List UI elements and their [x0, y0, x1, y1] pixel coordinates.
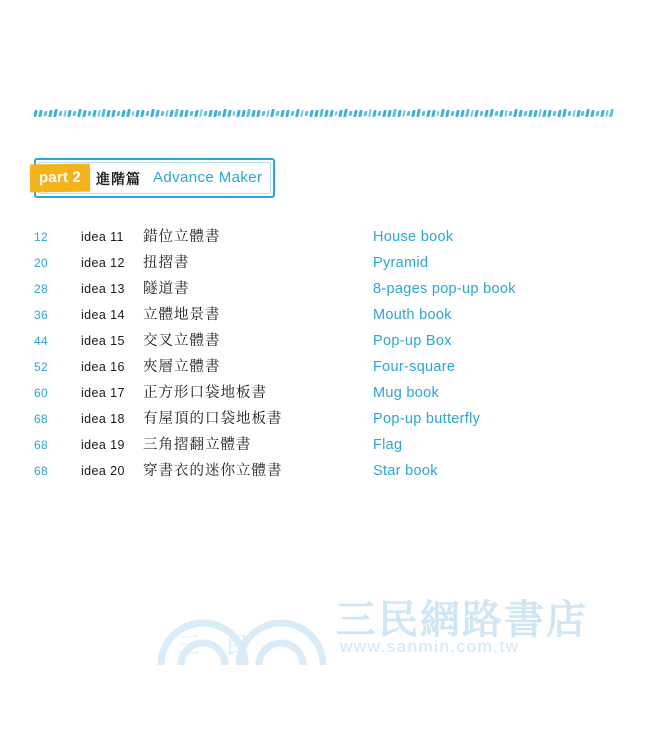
toc-page-number: 36: [34, 308, 48, 322]
toc-title-chinese: 扭摺書: [143, 255, 190, 271]
toc-title-english: Mouth book: [373, 307, 452, 323]
part-badge: part 2: [30, 164, 90, 193]
watermark-brand: 三民網路書店: [336, 598, 588, 642]
toc-row: [34, 433, 614, 459]
toc-row: [34, 381, 614, 407]
watermark-logo-text: 三民: [177, 632, 275, 658]
toc-idea-label: idea 14: [81, 308, 125, 322]
toc-title-english: Flag: [373, 437, 403, 453]
toc-title-chinese: 立體地景書: [143, 307, 221, 323]
toc-idea-label: idea 19: [81, 438, 125, 452]
toc-page-number: 60: [34, 386, 48, 400]
toc-title-chinese: 有屋頂的口袋地板書: [143, 411, 283, 427]
toc-title-chinese: 隧道書: [143, 281, 190, 297]
toc-idea-label: idea 17: [81, 386, 125, 400]
toc-row: [34, 251, 614, 277]
toc-title-english: Pyramid: [373, 255, 429, 271]
table-of-contents: [34, 225, 614, 485]
toc-page-number: 20: [34, 256, 48, 270]
toc-title-english: 8-pages pop-up book: [373, 281, 516, 297]
toc-row: [34, 407, 614, 433]
toc-idea-label: idea 11: [81, 230, 124, 244]
toc-title-english: Pop-up butterfly: [373, 411, 481, 427]
watermark: [151, 567, 588, 677]
toc-idea-label: idea 15: [81, 334, 125, 348]
toc-idea-label: idea 16: [81, 360, 125, 374]
part-title-english: Advance Maker: [153, 169, 263, 186]
toc-page-number: 44: [34, 334, 48, 348]
toc-title-chinese: 穿書衣的迷你立體書: [143, 463, 283, 479]
toc-title-english: Star book: [373, 463, 438, 479]
toc-page-number: 28: [34, 282, 48, 296]
toc-row: [34, 277, 614, 303]
toc-idea-label: idea 18: [81, 412, 125, 426]
toc-idea-label: idea 12: [81, 256, 125, 270]
toc-title-english: Mug book: [373, 385, 440, 401]
toc-title-english: Pop-up Box: [373, 333, 452, 349]
toc-row: [34, 355, 614, 381]
toc-row: [34, 329, 614, 355]
toc-row: [34, 225, 614, 251]
toc-title-chinese: 錯位立體書: [143, 229, 221, 245]
decorative-dashed-rule: [34, 108, 614, 118]
toc-page-number: 68: [34, 412, 48, 426]
toc-row: [34, 303, 614, 329]
toc-idea-label: idea 13: [81, 282, 125, 296]
sanmin-logo-icon: [151, 573, 336, 669]
toc-idea-label: idea 20: [81, 464, 125, 478]
toc-title-chinese: 三角摺翻立體書: [143, 437, 252, 453]
toc-row: [34, 459, 614, 485]
watermark-url: www.sanmin.com.tw: [340, 637, 520, 656]
toc-title-english: Four-square: [373, 359, 456, 375]
toc-page-number: 52: [34, 360, 48, 374]
toc-title-chinese: 正方形口袋地板書: [143, 385, 267, 401]
part-title-chinese: 進階篇: [96, 171, 141, 187]
toc-page-number: 12: [34, 230, 48, 244]
toc-title-english: House book: [373, 229, 454, 245]
toc-page-number: 68: [34, 464, 48, 478]
toc-page-number: 68: [34, 438, 48, 452]
toc-title-chinese: 交叉立體書: [143, 333, 221, 349]
part-header: [34, 158, 275, 198]
toc-title-chinese: 夾層立體書: [143, 359, 221, 375]
